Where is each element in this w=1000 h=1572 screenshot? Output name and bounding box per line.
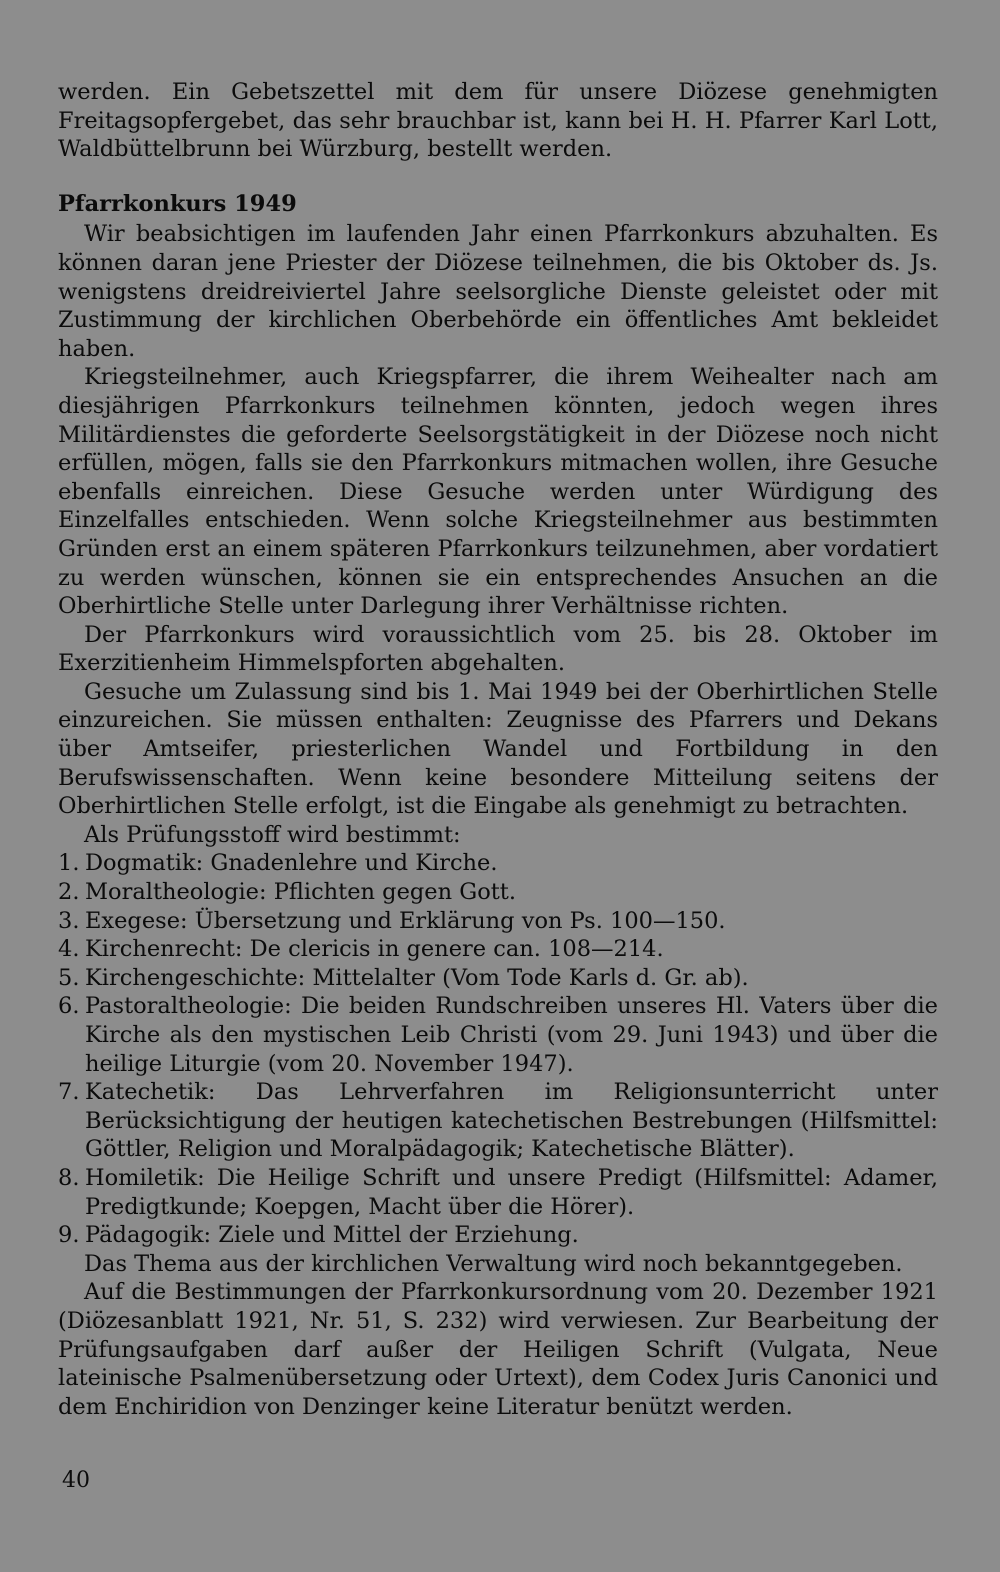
body-paragraph: Wir beabsichtigen im laufenden Jahr einen Pfarrkonkurs abzuhalten. Es können daran jene Priester der Diözese teilnehmen, die bis Oktober ds. Js. wenigstens dreidreiviertel Jahre seelsorgliche Dienste geleistet oder mit Zustimmung der kirchlichen Oberbehörde ein öffentliches Amt bekleidet haben. (58, 221, 938, 362)
list-item-number: 4. (58, 936, 80, 963)
closing-paragraph: Auf die Bestimmungen der Pfarrkonkursordnung vom 20. Dezember 1921 (Diözesanblatt 1921, Nr. 51, S. 232) wird verwiesen. Zur Bearbeitung der Prüfungsaufgaben darf außer der Heiligen Schrift (Vulgata, Neue lateinische Psalmenübersetzung oder Urtext), dem Codex Juris Canonici und dem Enchiridion von Denzinger keine Literatur benützt werden. (58, 1279, 938, 1420)
list-item (58, 878, 938, 907)
list-item-number: 5. (58, 964, 80, 991)
body-paragraph: Als Prüfungsstoff wird bestimmt: (84, 821, 461, 848)
section-heading: Pfarrkonkurs 1949 (58, 190, 297, 217)
list-item-text: Exegese: Übersetzung und Erklärung von Ps. 100—150. (85, 907, 726, 934)
body-paragraph: Gesuche um Zulassung sind bis 1. Mai 1949 bei der Oberhirtlichen Stelle einzureichen. Sie müssen enthalten: Zeugnisse des Pfarrers und Dekans über Amtseifer, priesterlichen Wandel und Fortbildung in den Berufswissenschaften. Wenn keine besondere Mitteilung seitens der Oberhirtlichen Stelle erfolgt, ist die Eingabe als genehmigt zu betrachten. (58, 678, 938, 820)
body-paragraph: Kriegsteilnehmer, auch Kriegspfarrer, die ihrem Weihealter nach am diesjährigen Pfarrkonkurs teilnehmen könnten, jedoch wegen ihres Militärdienstes die geforderte Seelsorgstätigkeit in der Diözese noch nicht erfüllen, mögen, falls sie den Pfarrkonkurs mitmachen wollen, ihre Gesuche ebenfalls einreichen. Diese Gesuche werden unter Würdigung des Einzelfalles entschieden. Wenn solche Kriegsteilnehmer aus bestimmten Gründen erst an einem späteren Pfarrkonkurs teilzunehmen, aber vordatiert zu werden wünschen, können sie ein entsprechendes Ansuchen an die Oberhirtliche Stelle unter Darlegung ihrer Verhältnisse richten. (58, 364, 938, 620)
list-item-text: Dogmatik: Gnadenlehre und Kirche. (85, 850, 498, 877)
list-item (58, 935, 938, 964)
list-item-number: 3. (58, 907, 80, 934)
list-item (58, 849, 938, 878)
list-item (58, 907, 938, 936)
text-column (58, 78, 938, 1421)
list-item-number: 2. (58, 879, 80, 906)
exam-topics-list (58, 849, 938, 1249)
list-item-number: 1. (58, 850, 80, 877)
list-item (58, 1221, 938, 1250)
list-item-text: Kirchengeschichte: Mittelalter (Vom Tode Karls d. Gr. ab). (85, 964, 749, 991)
list-item-number: 7. (58, 1079, 80, 1106)
list-item-text: Homiletik: Die Heilige Schrift und unsere Predigt (Hilfsmittel: Adamer, Predigtkunde; Koepgen, Macht über die Hörer). (85, 1164, 938, 1220)
list-item-number: 9. (58, 1222, 80, 1249)
list-item-text: Pädagogik: Ziele und Mittel der Erziehung. (85, 1222, 579, 1249)
closing-paragraph: Das Thema aus der kirchlichen Verwaltung wird noch bekanntgegeben. (84, 1250, 903, 1277)
list-item (58, 1164, 938, 1221)
list-item (58, 992, 938, 1078)
list-item-text: Pastoraltheologie: Die beiden Rundschreiben unseres Hl. Vaters über die Kirche als den mystischen Leib Christi (vom 29. Juni 1943) und über die heilige Liturgie (vom 20. November 1947). (85, 993, 938, 1077)
list-item-text: Katechetik: Das Lehrverfahren im Religionsunterricht unter Berücksichtigung der heutigen katechetischen Bestrebungen (Hilfsmittel: Göttler, Religion und Moralpädagogik; Katechetische Blätter). (85, 1079, 938, 1163)
intro-paragraph: werden. Ein Gebetszettel mit dem für unsere Diözese genehmigten Freitagsopfergebet, das sehr brauchbar ist, kann bei H. H. Pfarrer Karl Lott, Waldbüttelbrunn bei Würzburg, bestellt werden. (58, 79, 938, 163)
page-number: 40 (62, 1468, 90, 1493)
body-paragraph: Der Pfarrkonkurs wird voraussichtlich vom 25. bis 28. Oktober im Exerzitienheim Himmelspforten abgehalten. (58, 621, 938, 677)
list-item-text: Moraltheologie: Pflichten gegen Gott. (85, 879, 517, 906)
list-item (58, 964, 938, 993)
list-item (58, 1078, 938, 1164)
list-item-number: 8. (58, 1164, 80, 1191)
list-item-number: 6. (58, 993, 80, 1020)
list-item-text: Kirchenrecht: De clericis in genere can. 108—214. (85, 936, 664, 963)
